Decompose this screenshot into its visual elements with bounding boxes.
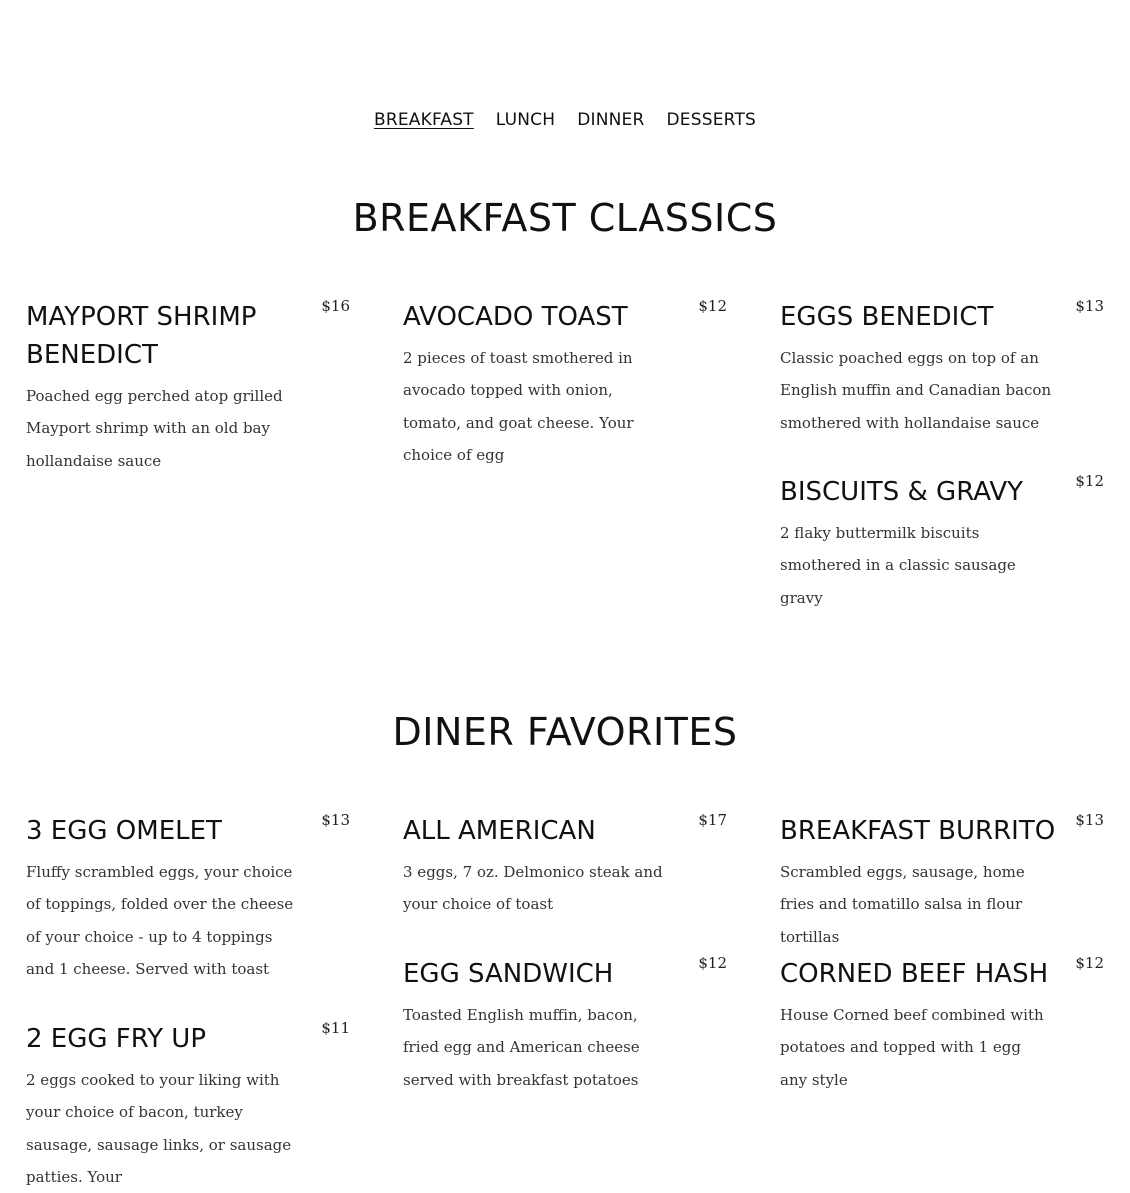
menu-item-description: Toasted English muffin, bacon, fried egg and American cheese served with breakfast potatoes	[403, 1006, 640, 1089]
menu-item-description: 2 eggs cooked to your liking with your choice of bacon, turkey sausage, sausage links, or sausage patties. Your	[26, 1071, 292, 1186]
menu-item-header	[26, 298, 350, 374]
menu-item-name: BREAKFAST BURRITO	[780, 816, 1056, 846]
menu-item-name: CORNED BEEF HASH	[780, 959, 1049, 989]
menu-item-description: 3 eggs, 7 oz. Delmonico steak and your choice of toast	[403, 863, 663, 914]
menu-item	[26, 1020, 350, 1193]
menu-item-name: AVOCADO TOAST	[403, 302, 628, 332]
menu-item-name: 2 EGG FRY UP	[26, 1024, 207, 1054]
menu-item-name: MAYPORT SHRIMP BENEDICT	[26, 302, 257, 370]
menu-item-header	[26, 812, 350, 850]
menu-item-name: EGGS BENEDICT	[780, 302, 994, 332]
menu-item	[403, 298, 727, 471]
menu-item-header	[26, 1020, 350, 1058]
menu-item-description: Fluffy scrambled eggs, your choice of toppings, folded over the cheese of your choice - up to 4 toppings and 1 cheese. Served with toast	[26, 863, 294, 978]
tab-breakfast[interactable]: BREAKFAST	[373, 110, 474, 130]
menu-item-description: Poached egg perched atop grilled Mayport shrimp with an old bay hollandaise sauce	[26, 387, 283, 470]
menu-item-price: $12	[1075, 954, 1104, 972]
menu-item-description: 2 flaky buttermilk biscuits smothered in a classic sausage gravy	[780, 524, 1016, 607]
menu-item-price: $11	[321, 1019, 350, 1037]
menu-item-header	[780, 473, 1104, 511]
menu-item-price: $17	[698, 811, 727, 829]
menu-item-header	[403, 812, 727, 850]
menu-item-description: House Corned beef combined with potatoes and topped with 1 egg any style	[780, 1006, 1044, 1089]
menu-item-price: $13	[321, 811, 350, 829]
menu-item-header	[403, 955, 727, 993]
tab-lunch[interactable]: LUNCH	[495, 110, 556, 130]
menu-item-name: 3 EGG OMELET	[26, 816, 222, 846]
menu-item-price: $13	[1075, 811, 1104, 829]
menu-item	[780, 812, 1104, 953]
menu-item-name: EGG SANDWICH	[403, 959, 614, 989]
menu-item-price: $13	[1075, 297, 1104, 315]
menu-item	[26, 812, 350, 985]
menu-item-header	[403, 298, 727, 336]
menu-item	[780, 298, 1104, 439]
menu-item	[403, 812, 727, 921]
tab-dinner[interactable]: DINNER	[577, 110, 645, 130]
menu-item	[780, 955, 1104, 1096]
menu-item-description: 2 pieces of toast smothered in avocado topped with onion, tomato, and goat cheese. Your choice of egg	[403, 349, 634, 464]
tab-desserts[interactable]: DESSERTS	[666, 110, 757, 130]
menu-item-header	[780, 812, 1104, 850]
menu-item-price: $12	[1075, 472, 1104, 490]
menu-item-description: Scrambled eggs, sausage, home fries and tomatillo salsa in flour tortillas	[780, 863, 1025, 946]
menu-item	[26, 298, 350, 477]
menu-item-description: Classic poached eggs on top of an English muffin and Canadian bacon smothered with hollandaise sauce	[780, 349, 1052, 432]
menu-item-price: $12	[698, 954, 727, 972]
section-title-breakfast-classics: BREAKFAST CLASSICS	[352, 196, 778, 240]
menu-item-header	[780, 955, 1104, 993]
menu-item	[403, 955, 727, 1096]
menu-item-header	[780, 298, 1104, 336]
menu-item-price: $16	[321, 297, 350, 315]
menu-item-price: $12	[698, 297, 727, 315]
menu-tabs	[0, 108, 1130, 132]
menu-item-name: ALL AMERICAN	[403, 816, 596, 846]
menu-item-name: BISCUITS & GRAVY	[780, 477, 1024, 507]
menu-item	[780, 473, 1104, 614]
section-title-diner-favorites: DINER FAVORITES	[392, 710, 738, 754]
